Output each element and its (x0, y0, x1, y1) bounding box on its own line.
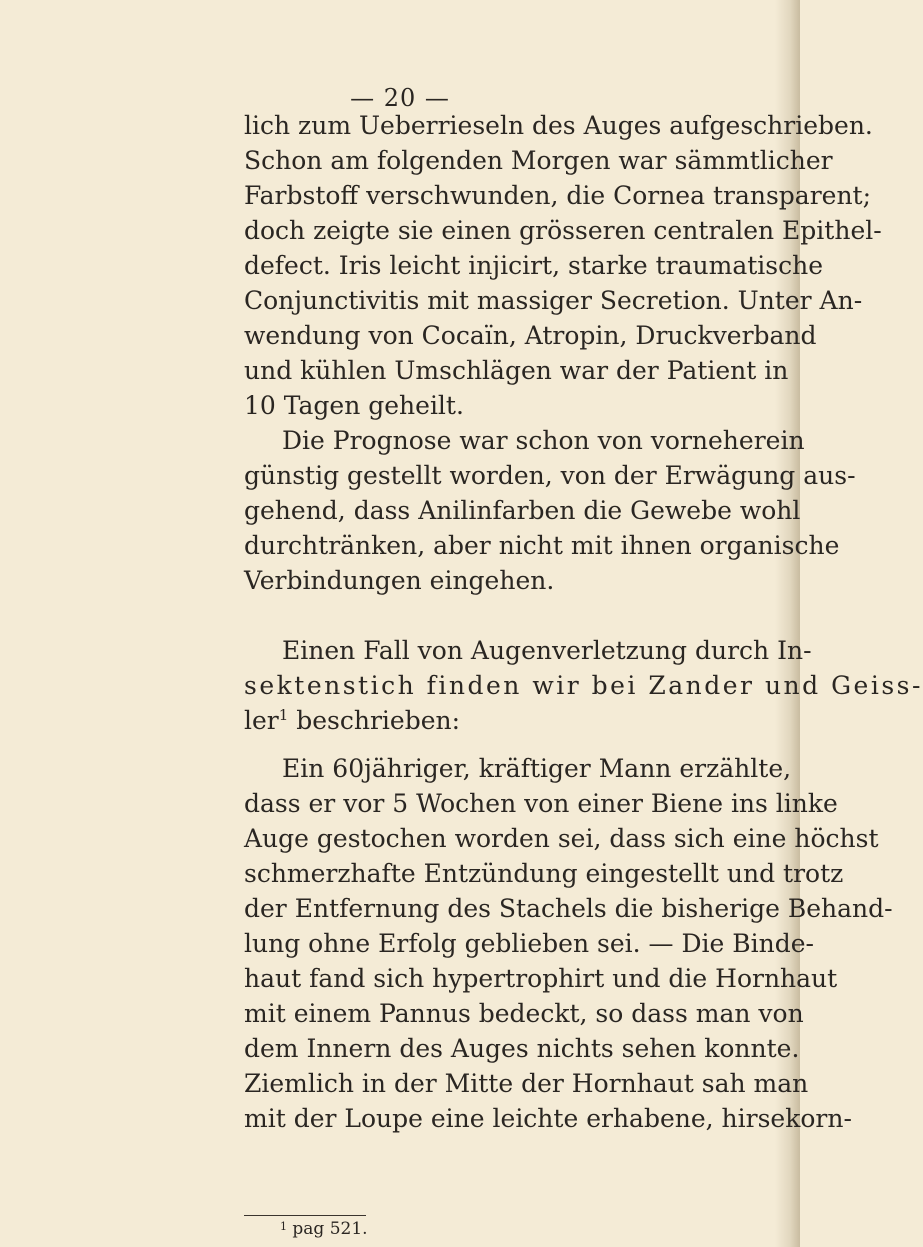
text-line: lung ohne Erfolg geblieben sei. — Die Binde- (244, 929, 814, 958)
footnote-text: pag 521. (292, 1219, 368, 1239)
text-line: dass er vor 5 Wochen von einer Biene ins linke (244, 789, 838, 818)
text-line: defect. Iris leicht injicirt, starke traumatische (244, 251, 824, 280)
footnote (280, 1218, 368, 1240)
text-line: Die Prognose war schon von vorneherein (282, 426, 805, 455)
paragraph-gap (244, 598, 772, 633)
text-fragment: ler (244, 706, 279, 735)
text-line: lich zum Ueberrieseln des Auges aufgeschrieben. (244, 111, 873, 140)
text-line: wendung von Cocaïn, Atropin, Druckverband (244, 321, 817, 350)
text-line: Farbstoff verschwunden, die Cornea transparent; (244, 181, 872, 210)
text-line: der Entfernung des Stachels die bisherige Behand- (244, 894, 893, 923)
text-fragment: beschrieben: (288, 706, 461, 735)
text-line: Schon am folgenden Morgen war sämmtlicher (244, 146, 833, 175)
text-line: Auge gestochen worden sei, dass sich eine höchst (244, 824, 879, 853)
text-line: günstig gestellt worden, von der Erwägung aus- (244, 461, 856, 490)
page-number-text: — 20 — (350, 84, 450, 112)
text-line: dem Innern des Auges nichts sehen konnte. (244, 1034, 800, 1063)
text-line: durchtränken, aber nicht mit ihnen organische (244, 531, 840, 560)
text-line: gehend, dass Anilinfarben die Gewebe wohl (244, 496, 801, 525)
paragraph-gap (244, 738, 772, 751)
text-line: haut fand sich hypertrophirt und die Hornhaut (244, 964, 838, 993)
body-text (244, 108, 923, 1136)
text-line: schmerzhafte Entzündung eingestellt und trotz (244, 859, 844, 888)
text-line: doch zeigte sie einen grösseren centralen Epithel- (244, 216, 882, 245)
text-line: und kühlen Umschlägen war der Patient in (244, 356, 789, 385)
text-line: mit einem Pannus bedeckt, so dass man von (244, 999, 804, 1028)
footnote-marker: 1 (280, 1220, 287, 1233)
footnote-reference: 1 (278, 706, 289, 724)
text-line: mit der Loupe eine leichte erhabene, hirsekorn- (244, 1104, 852, 1133)
text-line: Einen Fall von Augenverletzung durch In- (282, 636, 812, 665)
text-line: Verbindungen eingehen. (244, 566, 555, 595)
text-line: sektenstich finden wir bei Zander und Geiss- (244, 671, 923, 700)
text-line-with-footnote-ref (244, 703, 772, 738)
text-line: Conjunctivitis mit massiger Secretion. Unter An- (244, 286, 863, 315)
text-line: Ziemlich in der Mitte der Hornhaut sah man (244, 1069, 809, 1098)
text-line: 10 Tagen geheilt. (244, 391, 464, 420)
text-line: Ein 60jähriger, kräftiger Mann erzählte, (282, 754, 792, 783)
footnote-divider (244, 1215, 366, 1216)
